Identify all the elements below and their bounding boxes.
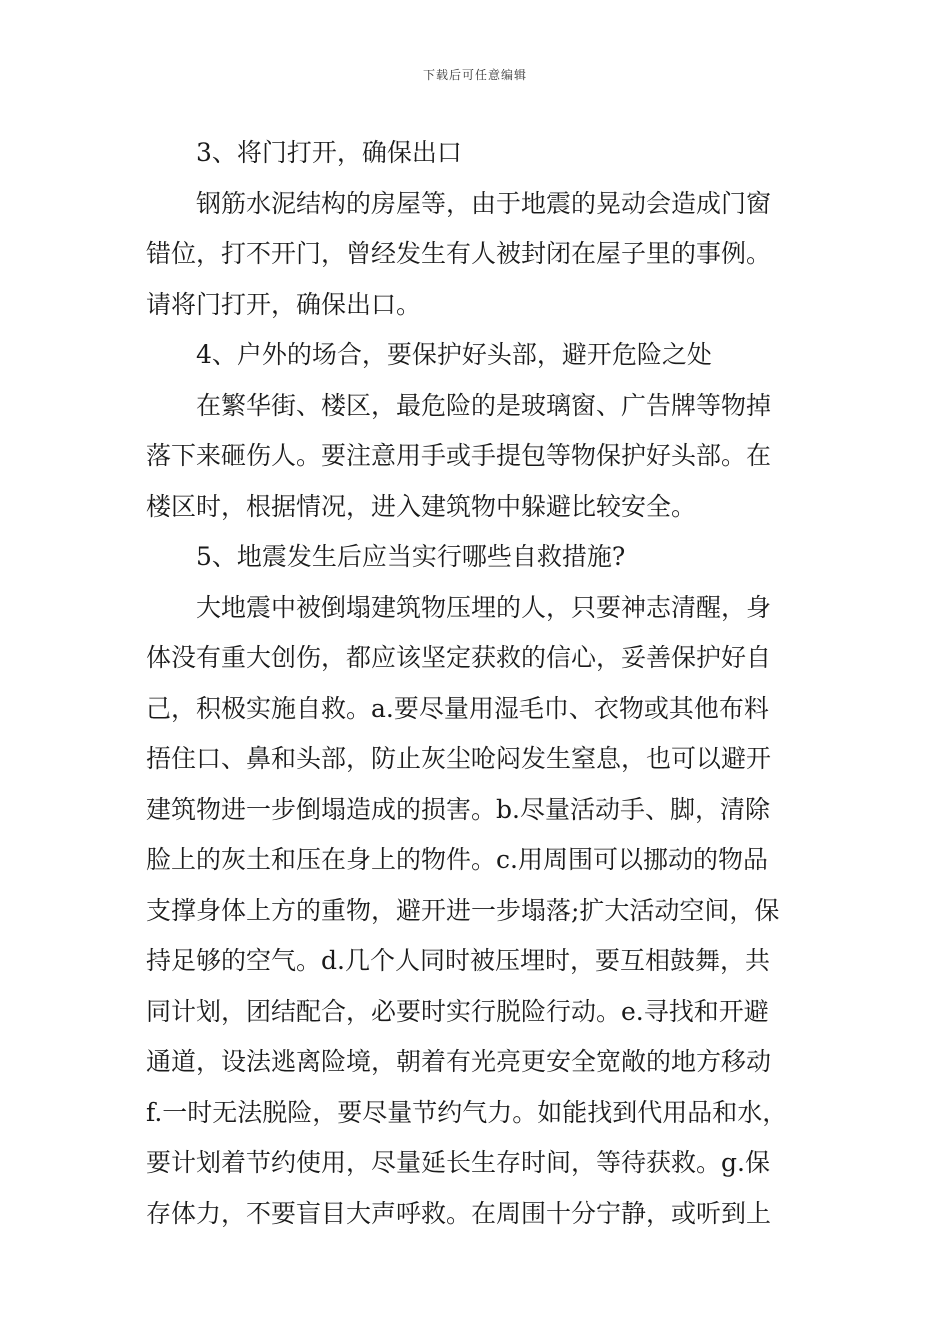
paragraph-line: 在繁华街、楼区，最危险的是玻璃窗、广告牌等物掉 [196,390,772,420]
paragraph-line: 通道，设法逃离险境，朝着有光亮更安全宽敞的地方移动 [146,1047,772,1076]
page-header-note: 下载后可任意编辑 [422,68,527,82]
paragraph-line: 持足够的空气。d.几个人同时被压埋时，要互相鼓舞，共 [146,946,770,975]
paragraph-line: 钢筋水泥结构的房屋等，由于地震的晃动会造成门窗 [196,188,772,218]
paragraph-line: 存体力，不要盲目大声呼救。在周围十分宁静，或听到上 [146,1198,772,1228]
paragraph-line: 楼区时，根据情况，进入建筑物中躲避比较安全。 [146,491,697,521]
paragraph-line: 请将门打开，确保出口。 [146,289,422,319]
section-heading-3: 3、将门打开，确保出口 [196,138,462,167]
paragraph-line: 落下来砸伤人。要注意用手或手提包等物保护好头部。在 [146,441,772,470]
paragraph-line: 大地震中被倒塌建筑物压埋的人，只要神志清醒，身 [196,592,772,622]
paragraph-line: 要计划着节约使用，尽量延长生存时间，等待获救。g.保 [146,1148,770,1177]
paragraph-line: 捂住口、鼻和头部，防止灰尘呛闷发生窒息，也可以避开 [146,744,772,773]
paragraph-line: 同计划，团结配合，必要时实行脱险行动。e.寻找和开避 [146,996,769,1026]
paragraph-line: 错位，打不开门，曾经发生有人被封闭在屋子里的事例。 [146,239,772,268]
section-heading-5: 5、地震发生后应当实行哪些自救措施? [196,542,626,571]
paragraph-line: 体没有重大创伤，都应该坚定获救的信心，妥善保护好自 [146,643,772,672]
paragraph-line: 支撑身体上方的重物，避开进一步塌落;扩大活动空间，保 [146,895,780,925]
section-heading-4: 4、户外的场合，要保护好头部，避开危险之处 [196,340,712,369]
paragraph-line: 脸上的灰土和压在身上的物件。c.用周围可以挪动的物品 [146,845,768,874]
paragraph-line: 己，积极实施自救。a.要尽量用湿毛巾、衣物或其他布料 [146,693,769,723]
paragraph-line: f.一时无法脱险，要尽量节约气力。如能找到代用品和水， [146,1097,788,1127]
document-body [146,128,814,1239]
paragraph-line: 建筑物进一步倒塌造成的损害。b.尽量活动手、脚，清除 [146,794,770,824]
